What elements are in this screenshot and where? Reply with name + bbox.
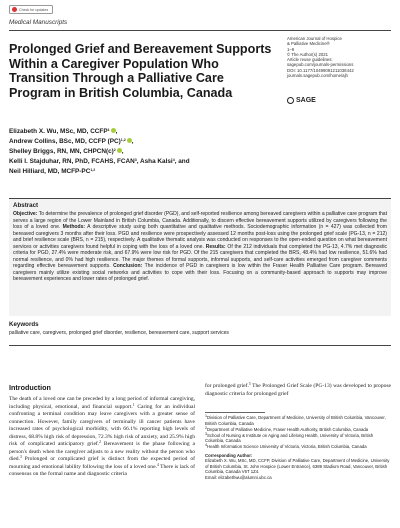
author-line: Shelley Briggs, RN, MN, $CHPCN(c)^2$ , xyxy=(9,148,124,155)
footnote-marker: 4 xyxy=(205,443,207,447)
page-range: 1–9 xyxy=(287,46,295,52)
journal-meta xyxy=(287,36,392,78)
abstract-results: Of the 212 individuals that completed the PG-13, 4.7% met diagnostic criteria for PGD, 27.4% were moderate risk, and 67.9% were low risk for PGD. Of the 215 caregivers that completed the BRS, 48.4% had low resilience, 51.6% had normal resilience, and 0% had high resilience. The major themes of formal supports, informal supports, and self-care activities emerged from caregiver comments regarding effective bereavement supports. xyxy=(13,243,387,270)
abstract-heading: Abstract xyxy=(13,202,39,209)
affiliation-footnotes xyxy=(205,415,391,480)
introduction-heading: Introduction xyxy=(9,383,51,392)
author-name: , Asha Kalsi xyxy=(136,158,173,165)
abstract-conclusion: The incidence of PGD in caregivers is low within the Fraser Health Palliative Care program. Bereaved caregivers mainly utilize existing social networks and activities to cope with their loss. Focusing on a community-based approach to supports may improve bereavement experiences and lower rates of prolonged grief. xyxy=(13,263,387,283)
affiliation-footnote xyxy=(205,415,391,426)
affiliation-text: Department of Palliative Medicine, Fraser Health Authority, British Columbia, Canada xyxy=(207,426,369,432)
orcid-icon[interactable] xyxy=(117,148,122,153)
abstract-body xyxy=(13,211,387,283)
abstract-box xyxy=(9,198,391,316)
author-name: Shelley Briggs, RN, MN, CHPCN(c) xyxy=(9,148,114,155)
abstract-results-label: Results: xyxy=(205,243,226,250)
header-rule xyxy=(9,30,391,31)
copyright: © The Author(s) 2021 xyxy=(287,51,329,57)
author-separator: , and xyxy=(174,158,190,165)
intro-text: Bereavement is the phase following a person's death when the caregiver adjusts to a new reality without the person who died. xyxy=(9,441,195,462)
abstract-methods: A descriptive study using both quantitative and qualitative methods. Sociodemographic information (n = 427) was collected from bereaved caregivers 3 months after their loss. PGD and resilience were prospectively assessed 12 months post-loss using the prolonged grief scale (PG-13, n = 212) and brief resilience scale (BRS, n = 215), respectively. A qualitative thematic analysis was conducted on responses to the open-ended question on what bereavement services or activities caregivers found helpful in coping with the loss of a loved one. xyxy=(13,224,388,250)
section-label: Medical Manuscripts xyxy=(9,19,68,26)
author-line xyxy=(9,157,279,167)
affiliation-text: Health Information Science University of Victoria, Victoria, British Columbia, Canada xyxy=(207,444,367,449)
author-list xyxy=(9,127,279,177)
author-line xyxy=(9,167,279,177)
abstract-objective-label: Objective: xyxy=(13,211,38,217)
author-name: Neil Hilliard, MD, MCFP-PC xyxy=(9,168,91,175)
intro-text: Prolonged or complicated grief is distinct from the expected period of mourning and emotional lability following the loss of a loved one. xyxy=(9,456,195,470)
article-title: Prolonged Grief and Bereavement Supports Within a Caregiver Population Who Transition Through a Palliative Care Program in British Columbia, Canada xyxy=(9,42,272,100)
intro-text: The Prolonged Grief Scale (PG-13) was developed to propose diagnostic criteria for prolonged grief xyxy=(205,383,392,397)
sage-logo-icon xyxy=(287,97,294,104)
corresponding-author-email[interactable]: Email: elizabethwu@alumni.ubc.ca xyxy=(205,474,272,480)
citation-ref[interactable]: 3 xyxy=(19,455,22,459)
citation-ref[interactable]: 2 xyxy=(99,440,101,444)
keywords-rule xyxy=(9,345,391,346)
footnote-marker: 1 xyxy=(205,414,207,418)
author-line: Elizabeth X. Wu, MSc, MD, CCFP$^1$ , xyxy=(9,128,118,135)
footnote-marker: 2 xyxy=(205,425,207,430)
affiliation-sup: 1,2 xyxy=(90,168,96,172)
affiliation-sup: 4 xyxy=(172,158,175,162)
affiliation-sup: 2 xyxy=(113,148,116,152)
update-check-icon xyxy=(12,7,17,12)
affiliation-footnote xyxy=(205,444,391,450)
footnote-marker: 3 xyxy=(205,431,207,436)
introduction-column-left xyxy=(9,396,195,479)
intro-text: Caring for an individual confronting a terminal condition may leave caregivers with a greater sense of connection. However, family caregivers of terminally ill cancer patients have increased rates of psychological morbidity, with 66.1% reporting high levels of distress, 68.8% high risk of depression, 72.3% high risk of anxiety, and 25.9% high risk of complicated anticipatory grief. xyxy=(9,403,195,447)
abstract-objective: To determine the prevalence of prolonged grief disorder (PGD), and self-reported resilience among bereaved caregivers within a palliative care program that serves a large region of the Lower Mainland in British Columbia, Canada. Additionally, to discern effective bereavement supports utilized by caregivers following the loss of a loved one. xyxy=(13,211,387,231)
doi[interactable]: DOI: 10.1177/10499091211038442 xyxy=(287,67,354,73)
author-name: Elizabeth X. Wu, MSc, MD, CCFP xyxy=(9,128,108,135)
intro-text: for prolonged grief. xyxy=(205,383,249,389)
orcid-icon[interactable] xyxy=(127,138,132,143)
footnote-rule xyxy=(205,412,265,413)
abstract-conclusion-label: Conclusion: xyxy=(113,263,143,270)
affiliation-footnote xyxy=(205,433,391,444)
affiliation-sup: 3 xyxy=(134,158,137,162)
journal-homepage-link[interactable]: journals.sagepub.com/home/ajh xyxy=(287,73,348,79)
check-for-updates-label: Check for updates xyxy=(19,7,49,12)
permissions-link[interactable]: sagepub.com/journals-permissions xyxy=(287,62,354,68)
check-for-updates-badge[interactable] xyxy=(9,5,53,14)
affiliation-text: School of Nursing & Institute on Aging and Lifelong Health, University of Victoria, British Columbia, Canada xyxy=(205,432,374,443)
keywords-list: palliative care, caregivers, prolonged grief disorder, resilience, bereavement care, support services xyxy=(9,330,229,336)
author-name: Andrew Collins, BSc, MD, CCFP (PC) xyxy=(9,138,121,145)
intro-text: There is lack of consensus on the formal name and diagnostic criteria xyxy=(9,463,195,477)
keywords-heading: Keywords xyxy=(9,321,39,328)
sage-logo-text: SAGE xyxy=(296,97,316,104)
author-name: Kelli I. Stajduhar, RN, PhD, FCAHS, FCAN xyxy=(9,158,135,165)
citation-ref[interactable]: 4 xyxy=(156,462,159,467)
corresponding-author-address: Elizabeth X. Wu, MSc, MD, CCFP, Division of Palliative Care, Department of Medicine, University of British Columbia, St. John Hospice (Lower Entrance), 6389 Stadium Road, Vancouver, British Columbia, Canada V6T 1Z4. xyxy=(205,458,390,474)
affiliation-footnote xyxy=(205,427,391,433)
citation-ref[interactable]: 5 xyxy=(248,382,251,386)
affiliation-sup: 1 xyxy=(107,128,110,132)
reuse-guidelines: Article reuse guidelines: xyxy=(287,57,333,63)
sage-logo xyxy=(287,97,316,104)
orcid-icon[interactable] xyxy=(111,128,116,133)
journal-name: American Journal of Hospice xyxy=(287,36,342,41)
affiliation-sup: 1,2 xyxy=(120,138,126,142)
introduction-column-right xyxy=(205,383,391,398)
affiliation-text: Division of Palliative Care, Department of Medicine, University of British Columbia, Vancouver, British Columbia, Canada xyxy=(205,415,386,426)
author-line: Andrew Collins, BSc, MD, CCFP (PC)$^{1,2}$ , xyxy=(9,138,134,145)
journal-name-cont: & Palliative Medicine® xyxy=(287,41,330,47)
corresponding-author-heading: Corresponding Author: xyxy=(205,452,253,458)
intro-text: The death of a loved one can be preceded by a long period of informal caregiving, including physical, emotional, and financial support. xyxy=(9,396,195,410)
keywords-section xyxy=(9,321,391,337)
citation-ref[interactable]: 1 xyxy=(132,402,135,407)
abstract-methods-label: Methods: xyxy=(62,224,86,231)
